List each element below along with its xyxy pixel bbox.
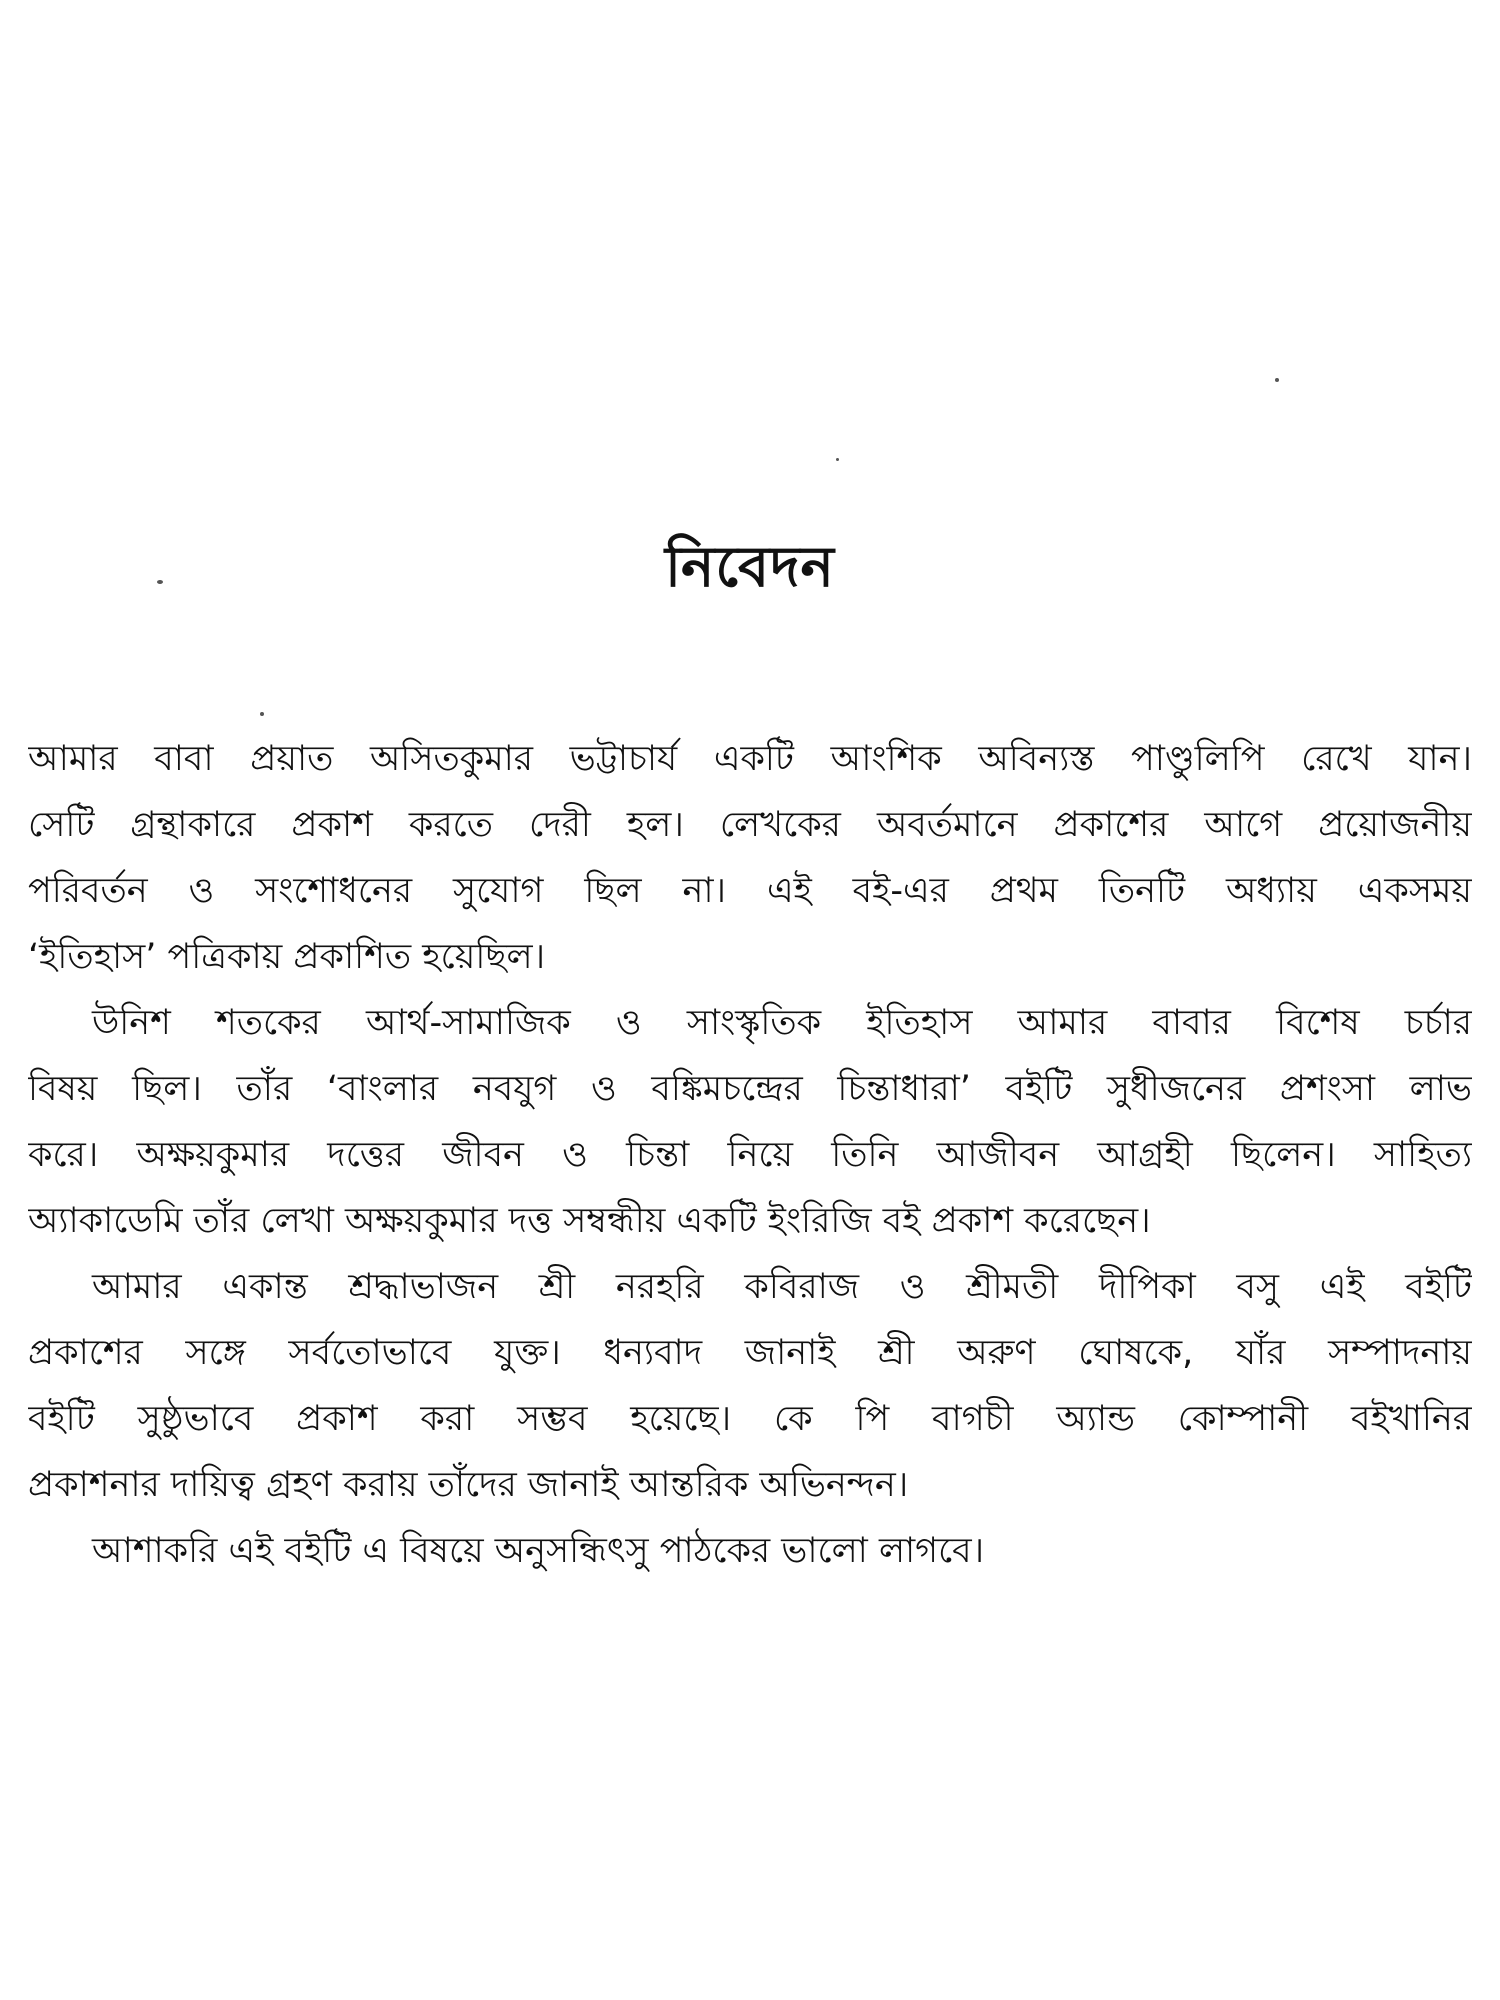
text-line: প্রকাশের সঙ্গে সর্বতোভাবে যুক্ত। ধন্যবাদ জানাই শ্রী অরুণ ঘোষকে, যাঁর সম্পাদনায় [28, 1333, 1472, 1373]
text-line: পরিবর্তন ও সংশোধনের সুযোগ ছিল না। এই বই-এর প্রথম তিনটি অধ্যায় একসময় [28, 871, 1472, 911]
text-line: আমার বাবা প্রয়াত অসিতকুমার ভট্টাচার্য একটি আংশিক অবিন্যস্ত পাণ্ডুলিপি রেখে যান। [28, 739, 1472, 779]
text-line: করে। অক্ষয়কুমার দত্তের জীবন ও চিন্তা নিয়ে তিনি আজীবন আগ্রহী ছিলেন। সাহিত্য [28, 1135, 1472, 1175]
text-line: আশাকরি এই বইটি এ বিষয়ে অনুসন্ধিৎসু পাঠকের ভালো লাগবে। [92, 1531, 985, 1571]
text-line: প্রকাশনার দায়িত্ব গ্রহণ করায় তাঁদের জানাই আন্তরিক অভিনন্দন। [28, 1465, 909, 1505]
text-line: অ্যাকাডেমি তাঁর লেখা অক্ষয়কুমার দত্ত সম্বন্ধীয় একটি ইংরিজি বই প্রকাশ করেছেন। [28, 1201, 1151, 1241]
page-title: নিবেদন [665, 535, 835, 600]
scan-speck [1275, 378, 1279, 382]
body-text [28, 726, 1472, 1584]
text-line: বিষয় ছিল। তাঁর ‘বাংলার নবযুগ ও বঙ্কিমচন্দ্রের চিন্তাধারা’ বইটি সুধীজনের প্রশংসা লাভ [28, 1069, 1472, 1109]
text-line: ‘ইতিহাস’ পত্রিকায় প্রকাশিত হয়েছিল। [28, 937, 546, 977]
text-line: সেটি গ্রন্থাকারে প্রকাশ করতে দেরী হল। লেখকের অবর্তমানে প্রকাশের আগে প্রয়োজনীয় [28, 805, 1472, 845]
text-line: আমার একান্ত শ্রদ্ধাভাজন শ্রী নরহরি কবিরাজ ও শ্রীমতী দীপিকা বসু এই বইটি [92, 1267, 1472, 1307]
text-line: বইটি সুষ্ঠুভাবে প্রকাশ করা সম্ভব হয়েছে। কে পি বাগচী অ্যান্ড কোম্পানী বইখানির [28, 1399, 1472, 1439]
scan-speck [836, 458, 839, 461]
scan-speck [260, 712, 264, 716]
text-line: উনিশ শতকের আর্থ-সামাজিক ও সাংস্কৃতিক ইতিহাস আমার বাবার বিশেষ চর্চার [92, 1003, 1472, 1043]
